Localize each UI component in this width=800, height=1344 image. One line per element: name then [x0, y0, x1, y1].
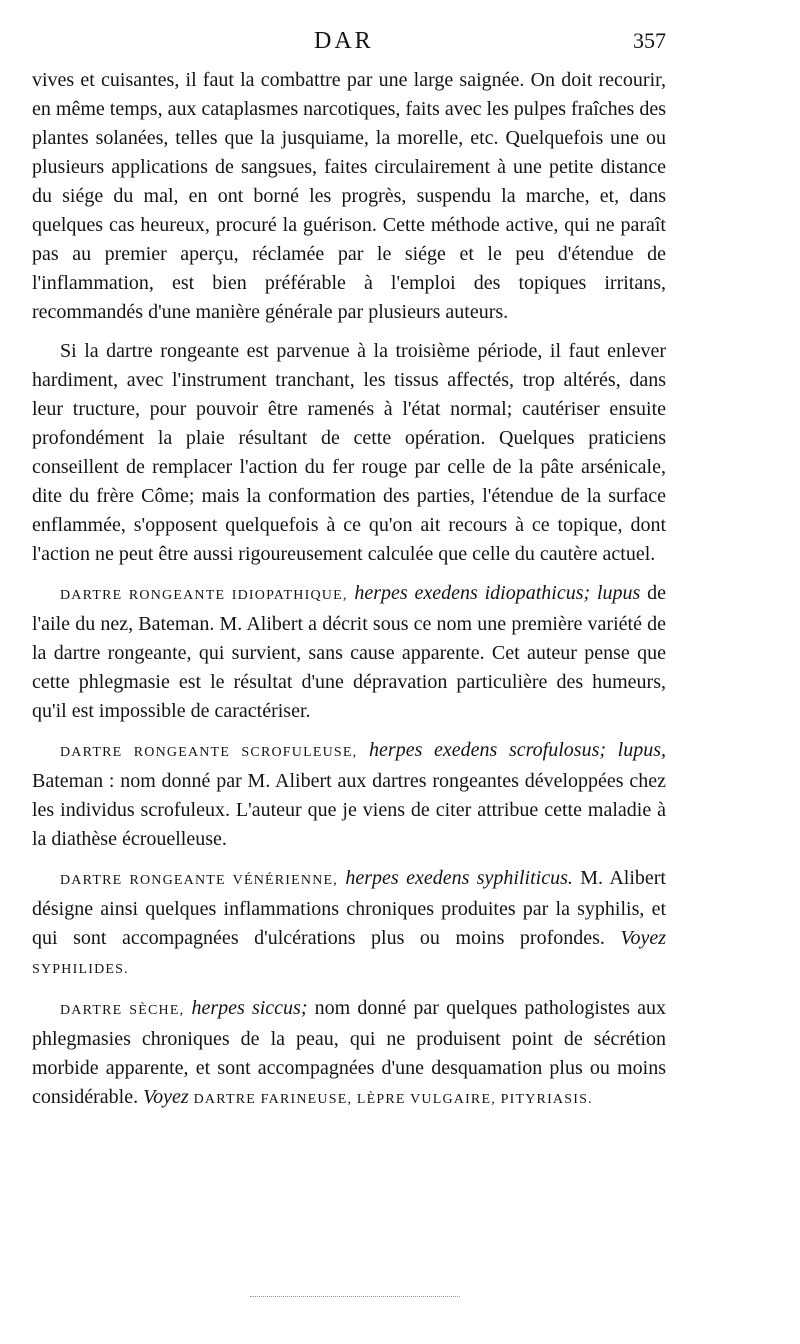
running-title: DAR: [314, 28, 374, 54]
entry-term: DARTRE RONGEANTE SCROFULEUSE,: [60, 745, 358, 760]
entry-dartre-seche: [32, 994, 666, 1114]
entry-latin-name: herpes exedens syphiliticus.: [345, 867, 573, 889]
entry-text: nom donné par quelques pathologistes aux phlegmasies chroniques de la peau, qui ne produisent point de sécrétion morbide apparente, et sont accompagnées d'une desquamation plus ou moins considérable.: [32, 997, 666, 1108]
entry-text: de l'aile du nez, Bateman. M. Alibert a décrit sous ce nom une première variété de la dartre rongeante, qui survient, sans cause apparente. Cet auteur pense que cette phlegmasie est le résultat d'une dépravation particulière des humeurs, qu'il est impossible de caractériser.: [32, 582, 667, 722]
cross-reference: SYPHILIDES.: [32, 962, 129, 977]
see-also-label: Voyez: [143, 1086, 189, 1108]
entry-dartre-rongeante-scrofuleuse: [32, 736, 666, 854]
entry-dartre-rongeante-venerienne: [32, 864, 666, 984]
body-text: [32, 66, 666, 1114]
see-also-label: Voyez: [620, 927, 667, 949]
entry-term: DARTRE SÈCHE,: [60, 1003, 185, 1018]
paragraph-third-period: Si la dartre rongeante est parvenue à la troisième période, il faut enlever hardiment, avec l'instrument tranchant, les tissus affectés, trop altérés, dans leur tructure, pour pouvoir être ramenés à l'état normal; cautériser ensuite profondément la plaie résultant de cette opération. Quelques praticiens conseillent de remplacer l'action du fer rouge par celle de la pâte arsénicale, dite du frère Côme; mais la conformation des parties, l'étendue de la surface enflammée, s'opposent quelquefois à ce qu'on ait recours à ce topique, dont l'action ne peut être aussi rigoureusement calculée que celle du cautère actuel.: [32, 340, 666, 565]
entry-dartre-rongeante-idiopathique: [32, 579, 666, 726]
page: [32, 22, 666, 1124]
entry-latin-name: herpes siccus;: [191, 997, 308, 1019]
entry-text: M. Alibert désigne ainsi quelques inflammations chroniques produites par la syphilis, et qui sont accompagnées d'ulcérations plus ou moins profondes.: [32, 867, 666, 949]
page-number: 357: [633, 28, 666, 53]
entry-latin-name: herpes exedens idiopathicus; lupus: [354, 582, 641, 604]
footer-rule: [250, 1296, 460, 1297]
entry-latin-name: herpes exedens scrofulosus; lupus,: [369, 739, 667, 761]
entry-text: Bateman : nom donné par M. Alibert aux dartres rongeantes développées chez les individus scrofuleux. L'auteur que je viens de citer attribue cette maladie à la diathèse écrouelleuse.: [32, 770, 666, 850]
running-head: [32, 22, 666, 66]
cross-reference: DARTRE FARINEUSE, LÈPRE VULGAIRE, PITYRIASIS.: [193, 1092, 593, 1107]
paragraph-treatment: vives et cuisantes, il faut la combattre par une large saignée. On doit recourir, en même temps, aux cataplasmes narcotiques, faits avec les pulpes fraîches des plantes solanées, telles que la jusquiame, la morelle, etc. Quelquefois une ou plusieurs applications de sangsues, faites circulairement à une petite distance du siége du mal, en ont borné les progrès, suspendu la marche, et, dans quelques cas heureux, procuré la guérison. Cette méthode active, qui ne paraît pas au premier aperçu, réclamée par le siége et le peu d'étendue de l'inflammation, est bien préférable à l'emploi des topiques irritans, recommandés d'une manière générale par plusieurs auteurs.: [32, 69, 666, 323]
entry-term: DARTRE RONGEANTE VÉNÉRIENNE,: [60, 873, 338, 888]
entry-term: DARTRE RONGEANTE IDIOPATHIQUE,: [60, 588, 348, 603]
